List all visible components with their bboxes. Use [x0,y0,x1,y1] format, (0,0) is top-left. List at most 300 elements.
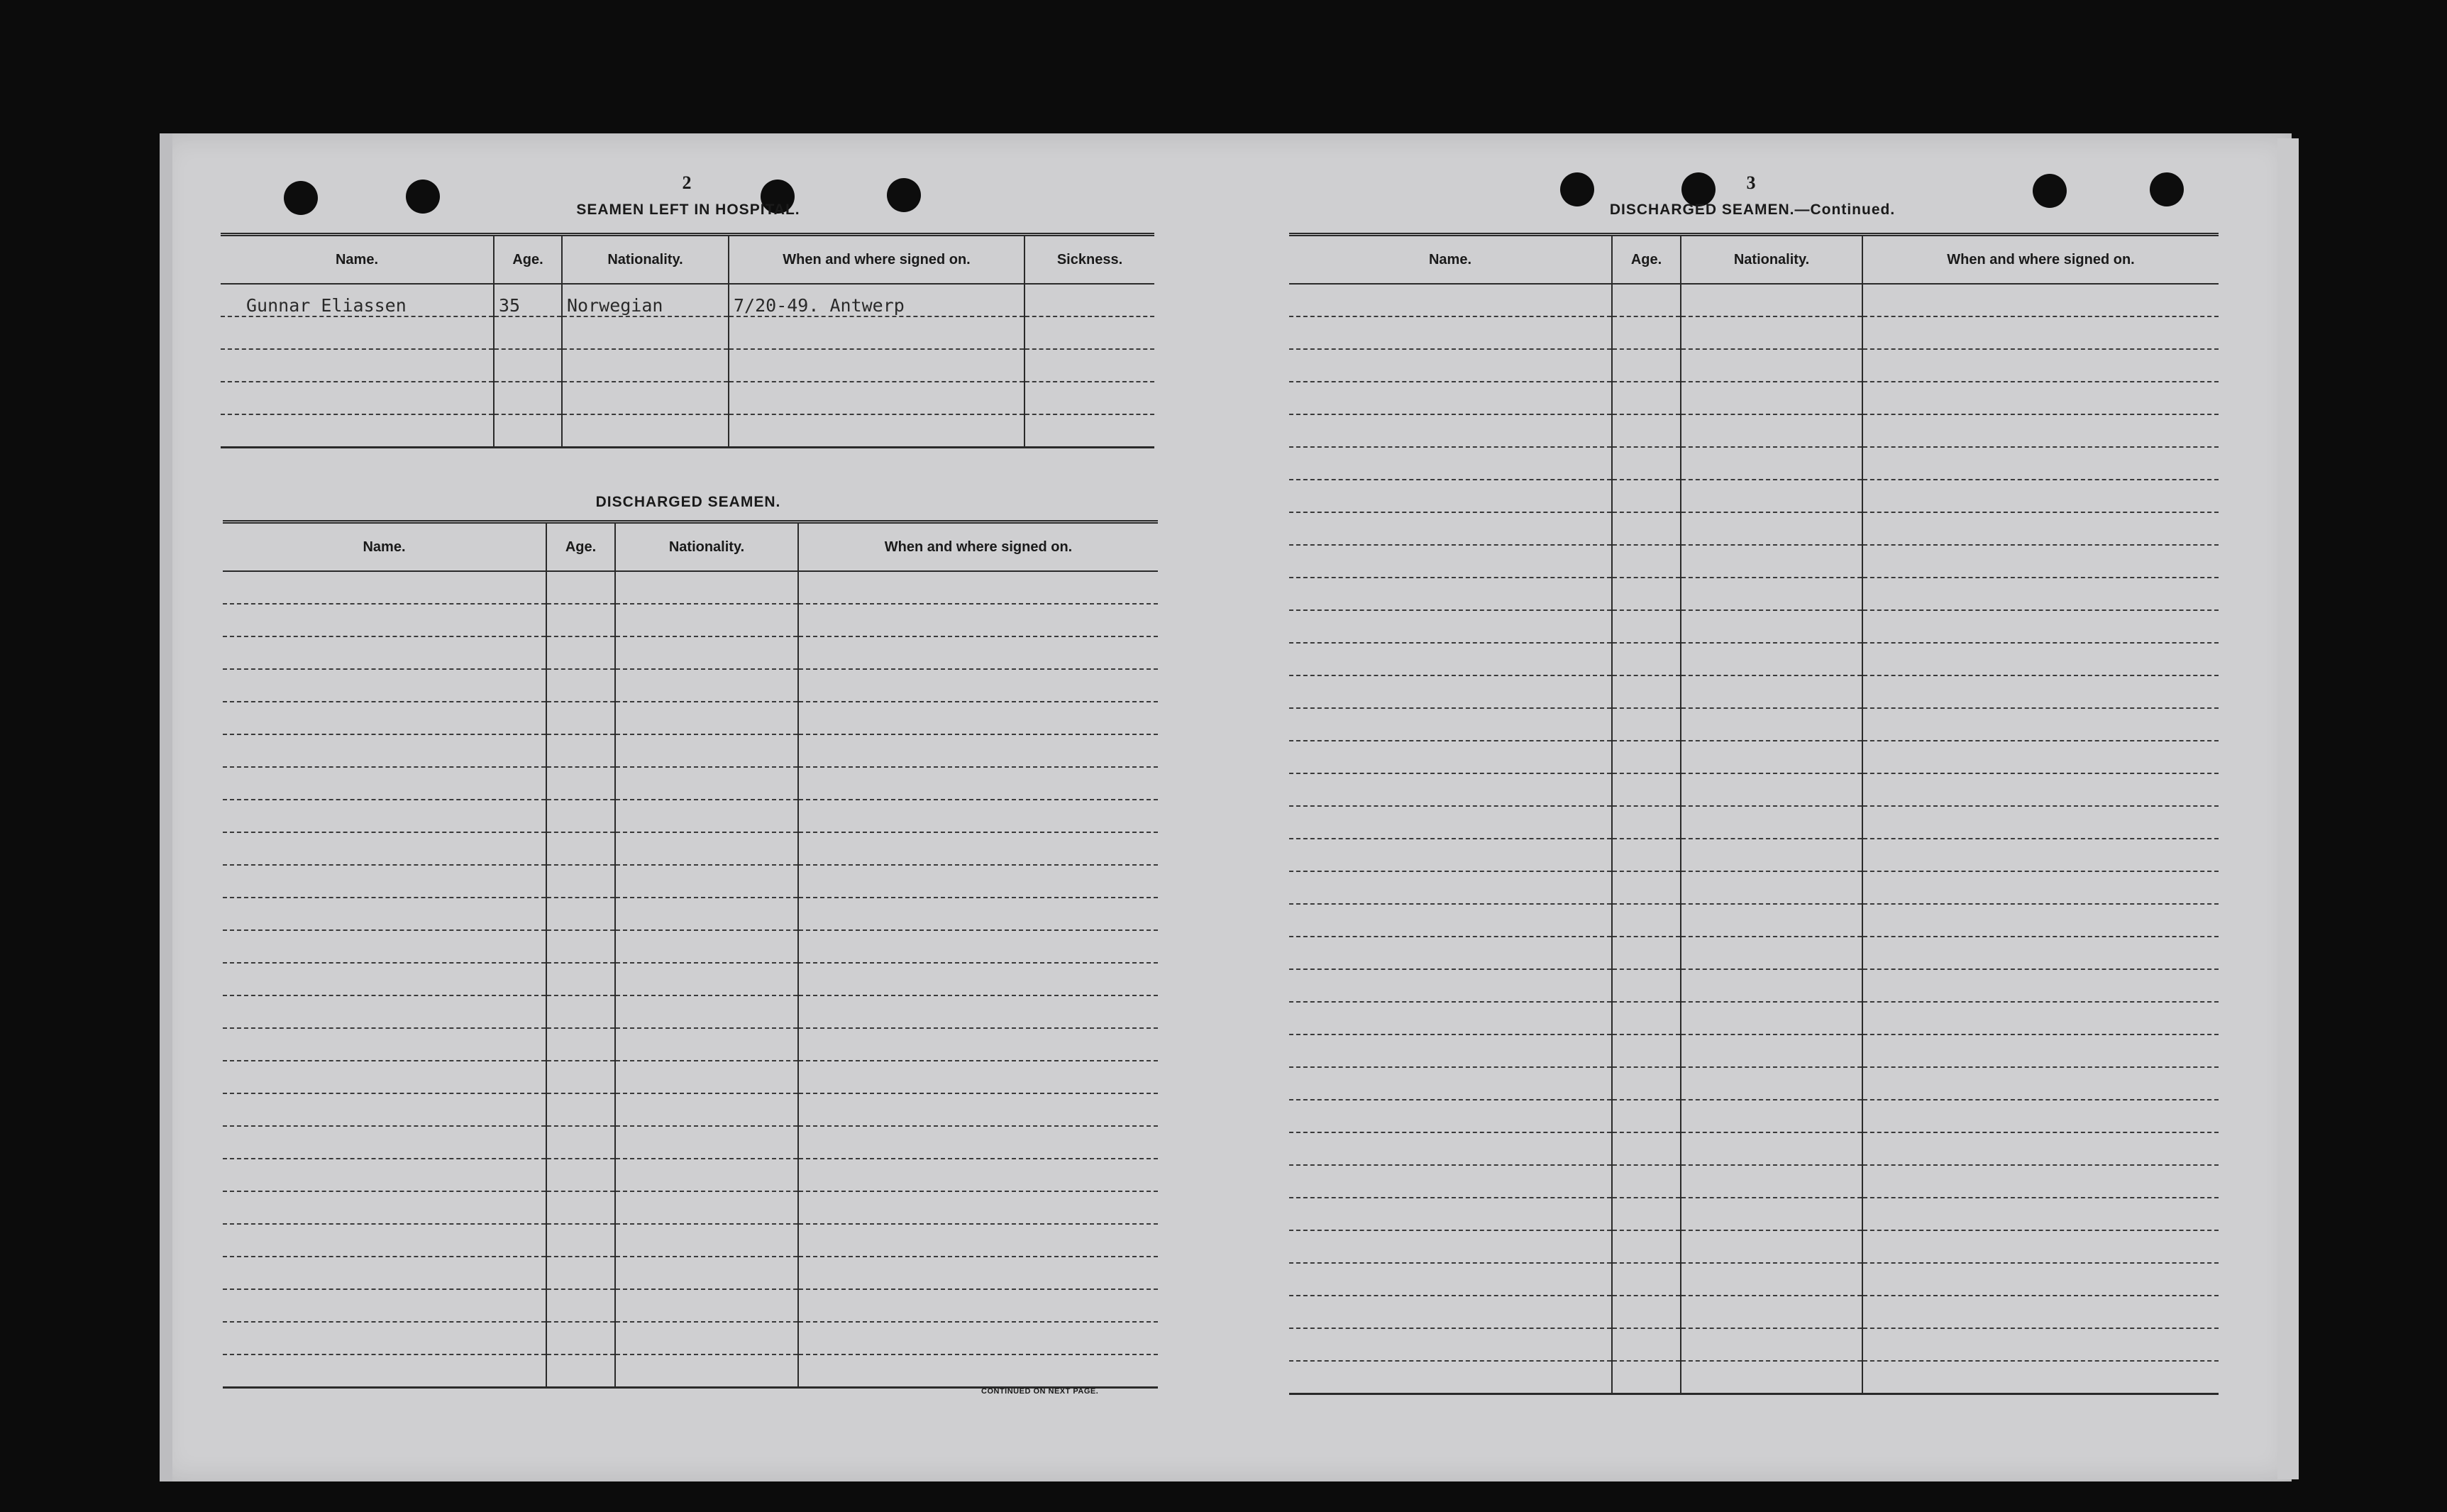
table-cell [1681,969,1862,1002]
table-row [223,995,1158,1028]
column-header-name: Name. [1289,235,1612,285]
table-row [223,1061,1158,1093]
table-cell [798,832,1158,865]
table-cell [223,865,546,898]
table-cell [1862,610,2219,643]
table-cell [1289,741,1612,773]
table-cell [1862,1263,2219,1296]
table-cell [1289,1002,1612,1034]
table-cell [1289,1296,1612,1328]
table-cell [1681,1034,1862,1067]
table-cell [546,1159,615,1191]
table-cell [1289,839,1612,871]
table-cell [615,995,798,1028]
table-cell [223,963,546,995]
table-cell [223,571,546,604]
table-cell [798,1354,1158,1388]
table-row [223,1126,1158,1159]
table-row [1289,512,2219,545]
table-cell [223,1028,546,1061]
column-header-nationality: Nationality. [615,522,798,572]
table-cell [1681,349,1862,382]
table-cell [221,349,494,382]
table-cell [615,636,798,669]
table-cell [1289,1067,1612,1100]
table-cell [1681,806,1862,839]
table-cell [1612,512,1681,545]
table-cell [546,865,615,898]
column-header-name: Name. [223,522,546,572]
table-row [1289,1328,2219,1361]
table-row [223,1093,1158,1126]
table-cell [615,832,798,865]
discharged-table-left [223,520,1158,1389]
table-cell [1681,904,1862,937]
table-cell [615,702,798,734]
table-row [223,832,1158,865]
table-cell [221,414,494,448]
table-cell [1289,349,1612,382]
table-cell [1862,675,2219,708]
table-cell [615,963,798,995]
table-row [1289,1263,2219,1296]
table-cell [223,1191,546,1224]
table-cell [615,669,798,702]
table-row [1289,1100,2219,1132]
table-cell [1289,284,1612,316]
table-cell [546,571,615,604]
binding-hole [887,178,921,212]
table-cell [1024,284,1154,316]
table-cell [223,1289,546,1322]
table-cell [546,1061,615,1093]
table-cell [1681,1100,1862,1132]
binding-hole [406,180,440,214]
table-cell [798,1028,1158,1061]
table-cell [1681,708,1862,741]
table-cell [1289,1165,1612,1198]
table-row [1289,578,2219,610]
table-cell [798,669,1158,702]
column-header-signed-on: When and where signed on. [729,235,1024,285]
table-cell [223,1322,546,1354]
table-cell [221,382,494,414]
table-cell [1681,414,1862,447]
table-cell [1681,741,1862,773]
table-row [1289,871,2219,904]
table-cell [546,1289,615,1322]
table-row [1289,1230,2219,1263]
table-row [223,963,1158,995]
table-cell [798,800,1158,832]
table-cell [1862,741,2219,773]
table-cell [223,636,546,669]
table-row [1289,839,2219,871]
table-cell [615,1289,798,1322]
table-cell: Gunnar Eliassen [221,284,494,316]
table-row [1289,1002,2219,1034]
table-row [1289,675,2219,708]
table-cell [1024,414,1154,448]
table-cell [1862,447,2219,480]
table-cell [1862,1002,2219,1034]
table-row [1289,316,2219,349]
table-row [223,800,1158,832]
table-row [1289,904,2219,937]
table-cell [798,702,1158,734]
table-cell [546,636,615,669]
table-cell [798,604,1158,636]
table-cell [1612,741,1681,773]
table-row [1289,969,2219,1002]
table-row [1289,1132,2219,1165]
table-cell [546,604,615,636]
table-row [223,636,1158,669]
table-cell [223,1224,546,1257]
table-cell [1681,839,1862,871]
table-cell [494,382,562,414]
table-cell [1681,1198,1862,1230]
table-cell [1681,447,1862,480]
table-row [221,284,1154,316]
table-row [223,1191,1158,1224]
table-cell [1612,1100,1681,1132]
table-cell: Norwegian [562,284,729,316]
table-cell [1289,1361,1612,1394]
table-cell [546,898,615,930]
section-title-discharged-continued: DISCHARGED SEAMEN.—Continued. [1609,202,1896,218]
table-cell [546,832,615,865]
table-cell [1681,643,1862,675]
table-cell [1612,480,1681,512]
table-cell [1289,675,1612,708]
table-cell [615,865,798,898]
table-cell [1681,1002,1862,1034]
column-header-nationality: Nationality. [1681,235,1862,285]
table-cell [1681,1328,1862,1361]
table-row [223,1289,1158,1322]
table-cell [1289,610,1612,643]
section-title-discharged: DISCHARGED SEAMEN. [595,494,781,510]
table-row [221,349,1154,382]
binding-hole [2150,172,2184,206]
table-cell [1612,1067,1681,1100]
table-cell [615,571,798,604]
table-cell [1862,1034,2219,1067]
table-cell [1612,1230,1681,1263]
table-cell [798,1126,1158,1159]
table-cell [494,414,562,448]
binding-hole [2033,174,2067,208]
table-cell [1289,969,1612,1002]
table-cell [1862,806,2219,839]
table-cell [562,382,729,414]
table-row [223,865,1158,898]
table-cell [546,734,615,767]
table-row [221,414,1154,448]
table-cell [1612,1165,1681,1198]
table-cell [1681,512,1862,545]
table-cell [1289,414,1612,447]
table-cell [223,767,546,800]
table-cell [223,1257,546,1289]
table-cell [798,1289,1158,1322]
table-cell [1612,284,1681,316]
table-cell [1612,545,1681,578]
table-cell [615,1322,798,1354]
table-row [1289,284,2219,316]
table-cell [1289,316,1612,349]
table-row [223,1224,1158,1257]
table-row [223,767,1158,800]
table-cell [1681,1165,1862,1198]
table-row [223,1159,1158,1191]
table-cell [1289,643,1612,675]
table-cell [798,1159,1158,1191]
column-header-age: Age. [494,235,562,285]
table-cell [546,1126,615,1159]
table-cell [1862,643,2219,675]
table-cell [1024,316,1154,349]
table-cell [798,571,1158,604]
table-cell [1289,773,1612,806]
table-cell [1681,1230,1862,1263]
table-cell [1681,1263,1862,1296]
table-cell [1289,1100,1612,1132]
table-row [1289,1165,2219,1198]
table-cell [546,767,615,800]
table-cell [1862,937,2219,969]
table-cell [1612,806,1681,839]
table-cell [615,1224,798,1257]
table-cell [1681,1361,1862,1394]
table-cell [494,316,562,349]
table-cell [546,1028,615,1061]
table-cell [546,930,615,963]
table-cell [1612,1328,1681,1361]
table-row [223,669,1158,702]
table-cell [798,636,1158,669]
table-cell [223,604,546,636]
table-cell [1862,969,2219,1002]
table-cell [1862,871,2219,904]
table-row [1289,414,2219,447]
hospital-table [221,233,1154,448]
table-cell [1862,480,2219,512]
table-cell [494,349,562,382]
table-row [221,382,1154,414]
table-cell [615,604,798,636]
table-row [1289,382,2219,414]
table-cell [1681,1132,1862,1165]
column-header-sickness: Sickness. [1024,235,1154,285]
table-cell [1862,1230,2219,1263]
table-cell [1289,545,1612,578]
binding-hole [284,181,318,215]
table-cell [798,898,1158,930]
column-header-nationality: Nationality. [562,235,729,285]
table-cell [1862,1067,2219,1100]
table-cell [1862,512,2219,545]
table-cell [1612,1034,1681,1067]
table-cell [223,1061,546,1093]
table-cell [615,1093,798,1126]
table-row [223,1322,1158,1354]
table-cell [798,1093,1158,1126]
table-cell [1681,773,1862,806]
table-cell [1612,349,1681,382]
table-cell [1289,480,1612,512]
table-cell [562,349,729,382]
table-cell [615,734,798,767]
table-row [223,604,1158,636]
table-cell [1862,773,2219,806]
table-cell [729,349,1024,382]
table-cell [223,1159,546,1191]
table-row [223,930,1158,963]
table-cell [1289,382,1612,414]
table-cell [1862,1296,2219,1328]
table-cell [798,865,1158,898]
table-cell [1862,414,2219,447]
table-cell [546,1354,615,1388]
table-cell [1289,937,1612,969]
table-cell [615,1028,798,1061]
table-cell [1681,937,1862,969]
table-cell [1681,480,1862,512]
column-header-signed-on: When and where signed on. [1862,235,2219,285]
table-cell [562,414,729,448]
table-cell [1024,349,1154,382]
table-cell [1612,773,1681,806]
table-cell [1681,610,1862,643]
table-cell [1612,937,1681,969]
table-cell [1612,1132,1681,1165]
table-cell: 35 [494,284,562,316]
table-cell [798,995,1158,1028]
table-cell [223,1093,546,1126]
table-row [1289,349,2219,382]
table-cell [615,1257,798,1289]
table-row [223,898,1158,930]
table-cell [1681,1067,1862,1100]
table-cell [615,800,798,832]
table-cell: 7/20-49. Antwerp [729,284,1024,316]
table-cell [798,1061,1158,1093]
table-cell [1862,708,2219,741]
table-cell [1612,610,1681,643]
table-cell [1289,806,1612,839]
table-cell [1612,1198,1681,1230]
table-cell [798,930,1158,963]
table-cell [1289,578,1612,610]
table-cell [546,995,615,1028]
table-cell [546,1257,615,1289]
table-row [1289,937,2219,969]
table-cell [223,800,546,832]
column-header-age: Age. [1612,235,1681,285]
table-row [1289,1361,2219,1394]
table-cell [798,734,1158,767]
table-cell [798,767,1158,800]
table-cell [1289,512,1612,545]
table-cell [1681,382,1862,414]
table-cell [1289,447,1612,480]
table-cell [1612,643,1681,675]
table-row [221,316,1154,349]
table-cell [1862,1328,2219,1361]
table-cell [1681,284,1862,316]
table-row [1289,773,2219,806]
table-cell [223,734,546,767]
table-cell [1024,382,1154,414]
table-cell [1289,1328,1612,1361]
table-cell [729,382,1024,414]
table-cell [546,800,615,832]
table-cell [1612,708,1681,741]
table-row [223,1354,1158,1388]
column-header-signed-on: When and where signed on. [798,522,1158,572]
table-cell [1681,316,1862,349]
table-row [1289,741,2219,773]
table-cell [1862,349,2219,382]
paper-edge [160,133,172,1481]
column-header-age: Age. [546,522,615,572]
table-cell [546,669,615,702]
table-row [223,702,1158,734]
table-cell [1612,414,1681,447]
table-row [223,1257,1158,1289]
page-number: 2 [682,172,692,193]
table-cell [729,316,1024,349]
table-cell [615,1126,798,1159]
table-cell [1289,1230,1612,1263]
table-cell [615,898,798,930]
table-row [1289,610,2219,643]
table-cell [1612,969,1681,1002]
table-row [1289,806,2219,839]
table-cell [1289,1132,1612,1165]
table-cell [1612,447,1681,480]
table-cell [223,995,546,1028]
table-cell [1289,1263,1612,1296]
table-cell [615,1159,798,1191]
table-cell [1289,1034,1612,1067]
table-cell [1862,1100,2219,1132]
table-cell [615,1191,798,1224]
table-cell [798,1257,1158,1289]
table-cell [615,930,798,963]
table-cell [223,669,546,702]
table-cell [1862,1165,2219,1198]
page-number: 3 [1746,172,1756,193]
table-cell [223,930,546,963]
table-row [223,1028,1158,1061]
table-cell [1289,904,1612,937]
table-cell [1862,839,2219,871]
table-cell [223,702,546,734]
table-cell [546,702,615,734]
table-cell [729,414,1024,448]
table-row [1289,447,2219,480]
table-cell [615,767,798,800]
table-cell [1862,1198,2219,1230]
table-cell [223,832,546,865]
table-cell [1681,1296,1862,1328]
table-cell [1612,1296,1681,1328]
table-cell [1289,1198,1612,1230]
table-row [1289,545,2219,578]
